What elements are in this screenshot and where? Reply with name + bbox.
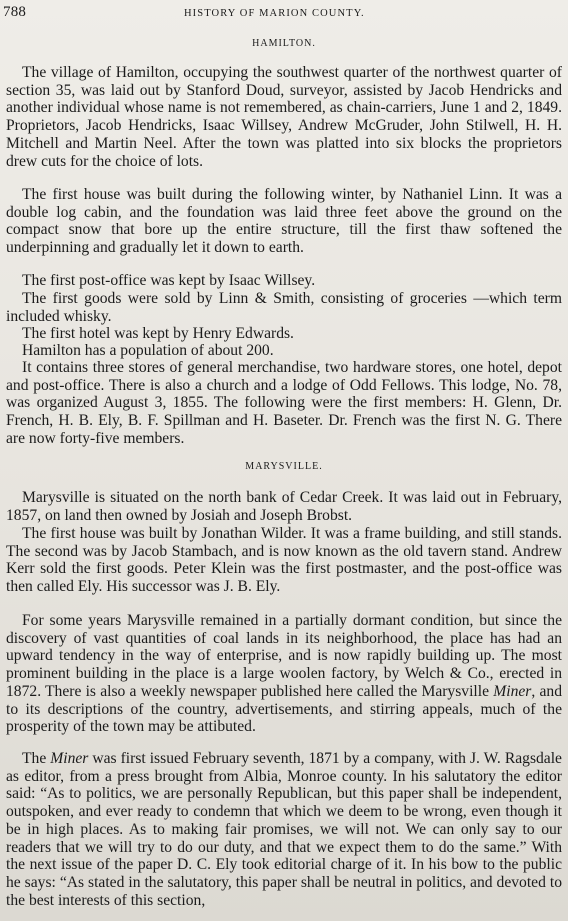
paragraph-first-post-office: The first post-office was kept by Isaac Willsey. bbox=[22, 272, 316, 289]
growth-text-end: , and to its descriptions of the country, advertisements, and stirring appeals, much of the prosperity of the town may be attibuted. bbox=[6, 682, 562, 736]
paragraph-first-house: The first house was built during the following winter, by Nathaniel Linn. It was a double log cabin, and the foundation was laid three feet above the ground on the compact snow that bore up the entire structure, till the first thaw softened the underpinning and gradually let it down to earth. bbox=[6, 186, 562, 257]
miner-intro: The bbox=[22, 750, 47, 767]
paragraph-marysville-growth bbox=[6, 612, 562, 736]
growth-text: For some years Marysville remained in a partially dormant condition, but since the discovery of vast quantities of coal lands in its neighborhood, the place has had an upward tendency in the way of enterprise, and is now rapidly building up. The most prominent building in the place is a large woolen factory, by Welch & Co., erected in 1872. There is also a weekly newspaper published here called the Marysville bbox=[6, 612, 562, 700]
newspaper-title-miner: Miner bbox=[50, 750, 89, 767]
page-number: 788 bbox=[3, 4, 27, 20]
paragraph-first-goods: The first goods were sold by Linn & Smith, consisting of groceries —which term included whisky. bbox=[6, 290, 562, 325]
miner-text: was first issued February seventh, 1871 by a company, with J. W. Ragsdale as editor, from a press brought from Albia, Monroe county. In his salutatory the editor said: “As to politics, we are personally Republican, but this paper shall be independent, outspoken, and ever ready to condemn that which we deem to be wrong, even though it be in high places. As to making fair promises, we will not. We can only say to our readers that we will try to do our duty, and that we expect them to do the same.” With the next issue of the paper D. C. Ely took editorial charge of it. In his bow to the public he says: “As stated in the salutatory, this paper shall be neutral in politics, and devoted to the best interests of this section, bbox=[6, 750, 562, 909]
paragraph-marysville-first-house: The first house was built by Jonathan Wilder. It was a frame building, and still stands. The second was by Jacob Stambach, and is now known as the old tavern stand. Andrew Kerr sold the first goods. Peter Klein was the first postmaster, and the post-office was then called Ely. His successor was J. B. Ely. bbox=[6, 525, 562, 596]
running-head bbox=[0, 2, 568, 24]
paragraph-marysville-situation: Marysville is situated on the north bank of Cedar Creek. It was laid out in February, 1857, on land then owned by Josiah and Joseph Brobst. bbox=[6, 489, 562, 524]
book-title: HISTORY OF MARION COUNTY. bbox=[184, 8, 365, 19]
section-heading-marysville: MARYSVILLE. bbox=[245, 461, 323, 472]
newspaper-title: Miner bbox=[493, 682, 532, 700]
paragraph-miner-history bbox=[6, 750, 562, 909]
paragraph-first-hotel: The first hotel was kept by Henry Edwards. bbox=[22, 325, 294, 342]
paragraph-businesses-lodge: It contains three stores of general merchandise, two hardware stores, one hotel, depot and post-office. There is also a church and a lodge of Odd Fellows. This lodge, No. 78, was organized August 3, 1855. The following were the first members: H. Glenn, Dr. French, H. B. Ely, B. F. Spillman and H. Baseter. Dr. French was the first N. G. There are now forty-five members. bbox=[6, 359, 562, 447]
paragraph-population: Hamilton has a population of about 200. bbox=[22, 342, 274, 359]
paragraph-hamilton-founding: The village of Hamilton, occupying the southwest quarter of the northwest quarter of section 35, was laid out by Stanford Doud, surveyor, assisted by Jacob Hendricks and another individual whose name is not remembered, as chain-carriers, June 1 and 2, 1849. Proprietors, Jacob Hendricks, Isaac Willsey, Andrew McGruder, John Stilwell, H. H. Mitchell and Martin Neel. After the town was platted into six blocks the proprietors drew cuts for the choice of lots. bbox=[6, 64, 562, 170]
section-heading-hamilton: HAMILTON. bbox=[252, 38, 316, 49]
